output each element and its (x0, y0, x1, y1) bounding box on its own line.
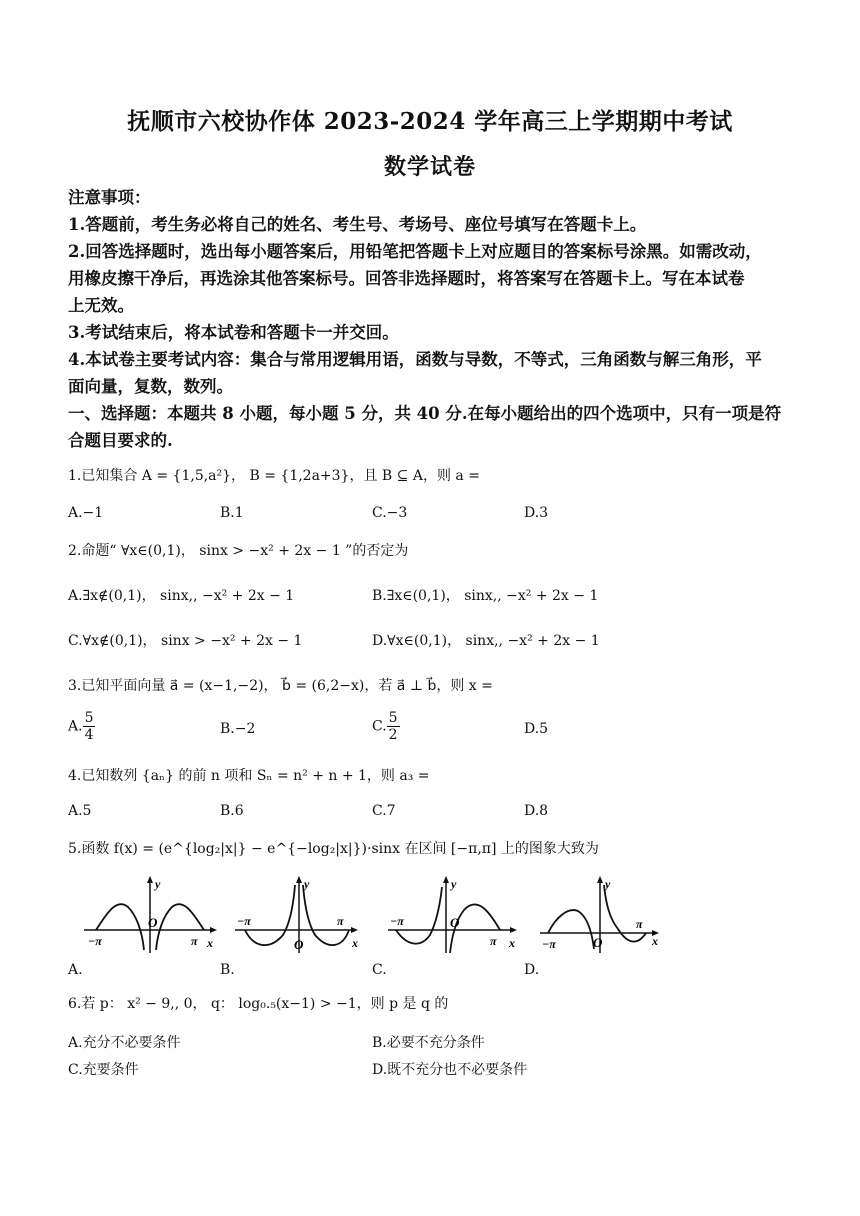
notice-line: 4.本试卷主要考试内容：集合与常用逻辑用语，函数与导数，不等式，三角函数与解三角形，平 (68, 350, 762, 369)
q2-option-b[interactable]: B.∃x∈(0,1)， sinx,, −x² + 2x − 1 (372, 588, 599, 604)
svg-text:π: π (636, 917, 643, 931)
q3-option-a-label: A. (68, 718, 83, 735)
exam-subtitle: 数学试卷 (383, 154, 476, 180)
svg-text:x: x (207, 936, 213, 950)
exam-title: 抚顺市六校协作体 2023-2024 学年高三上学期期中考试 (127, 108, 733, 135)
q5-graph-c (386, 875, 521, 955)
q5-graph-a (82, 875, 217, 955)
notice-line: 3.考试结束后，将本试卷和答题卡一并交回。 (68, 323, 399, 342)
svg-text:π: π (191, 934, 198, 948)
q6-option-d[interactable]: D.既不充分也不必要条件 (372, 1062, 528, 1078)
fraction-numerator: 5 (388, 710, 398, 726)
svg-text:O: O (148, 915, 158, 930)
notice-line: 1.答题前，考生务必将自己的姓名、考生号、考场号、座位号填写在答题卡上。 (68, 215, 647, 234)
question-4-stem: 4.已知数列 {aₙ} 的前 n 项和 Sₙ = n² + n + 1，则 a₃ = (68, 768, 430, 784)
q5-option-d[interactable]: D. (524, 962, 540, 978)
svg-text:x: x (352, 936, 358, 950)
svg-text:π: π (490, 934, 497, 948)
notice-line: 上无效。 (68, 296, 134, 315)
q3-option-c-fraction (387, 710, 400, 743)
svg-text:−π: −π (88, 934, 102, 948)
q5-option-b[interactable]: B. (220, 962, 235, 978)
q2-option-a[interactable]: A.∃x∉(0,1)， sinx,, −x² + 2x − 1 (68, 588, 295, 604)
svg-text:x: x (509, 936, 515, 950)
svg-text:O: O (294, 937, 304, 952)
q3-option-a-fraction (83, 710, 96, 743)
question-3-stem: 3.已知平面向量 a⃗ = (x−1,−2)， b⃗ = (6,2−x)，若 a⃗ ⊥ b⃗，则 x = (68, 678, 493, 694)
svg-text:−π: −π (390, 914, 404, 928)
q3-option-b[interactable]: B.−2 (220, 721, 256, 737)
svg-text:y: y (451, 877, 457, 891)
svg-text:y: y (605, 877, 611, 891)
q4-option-c[interactable]: C.7 (372, 803, 396, 819)
svg-text:π: π (337, 914, 344, 928)
question-1-stem: 1.已知集合 A = {1,5,a²}， B = {1,2a+3}，且 B ⊆ A，则 a = (68, 468, 480, 484)
q1-option-a[interactable]: A.−1 (68, 505, 104, 521)
svg-text:O: O (450, 915, 460, 930)
svg-text:O: O (593, 935, 603, 950)
question-5-stem: 5.函数 f(x) = (e^{log₂|x|} − e^{−log₂|x|})·sinx 在区间 [−π,π] 上的图象大致为 (68, 841, 599, 857)
fraction-denominator: 4 (84, 727, 94, 744)
section-heading: 一、选择题：本题共 8 小题，每小题 5 分，共 40 分.在每小题给出的四个选项中，只有一项是符 (68, 404, 782, 423)
question-2-stem: 2.命题“ ∀x∈(0,1)， sinx > −x² + 2x − 1 ”的否定为 (68, 543, 409, 559)
q4-option-d[interactable]: D.8 (524, 803, 549, 819)
fraction-numerator: 5 (84, 710, 94, 726)
q3-option-d[interactable]: D.5 (524, 721, 549, 737)
fraction-denominator: 2 (388, 727, 398, 744)
q6-option-b[interactable]: B.必要不充分条件 (372, 1035, 485, 1051)
q2-option-d[interactable]: D.∀x∈(0,1)， sinx,, −x² + 2x − 1 (372, 633, 600, 649)
question-6-stem: 6.若 p： x² − 9,, 0， q： log₀.₅(x−1) > −1，则 p 是 q 的 (68, 996, 449, 1012)
notice-line: 面向量，复数，数列。 (68, 377, 233, 396)
q1-option-c[interactable]: C.−3 (372, 505, 408, 521)
q5-graph-d (538, 875, 673, 955)
q2-option-c[interactable]: C.∀x∉(0,1)， sinx > −x² + 2x − 1 (68, 633, 303, 649)
q3-option-a[interactable] (68, 710, 95, 743)
q5-graph-b (233, 875, 368, 955)
svg-text:y: y (304, 877, 310, 891)
svg-text:−π: −π (542, 937, 556, 951)
q5-option-c[interactable]: C. (372, 962, 387, 978)
svg-text:y: y (155, 877, 161, 891)
q3-option-c-label: C. (372, 718, 387, 735)
q6-option-a[interactable]: A.充分不必要条件 (68, 1035, 181, 1051)
svg-text:x: x (652, 934, 658, 948)
section-heading: 合题目要求的. (68, 431, 173, 450)
q1-option-d[interactable]: D.3 (524, 505, 549, 521)
notice-heading: 注意事项： (68, 188, 151, 207)
q4-option-b[interactable]: B.6 (220, 803, 244, 819)
q3-option-c[interactable] (372, 710, 400, 743)
q5-option-a[interactable]: A. (68, 962, 83, 978)
svg-text:−π: −π (237, 914, 251, 928)
notice-line: 用橡皮擦干净后，再选涂其他答案标号。回答非选择题时，将答案写在答题卡上。写在本试卷 (68, 269, 745, 288)
q6-option-c[interactable]: C.充要条件 (68, 1062, 139, 1078)
notice-line: 2.回答选择题时，选出每小题答案后，用铅笔把答题卡上对应题目的答案标号涂黑。如需改动， (68, 242, 762, 261)
q1-option-b[interactable]: B.1 (220, 505, 244, 521)
q4-option-a[interactable]: A.5 (68, 803, 92, 819)
